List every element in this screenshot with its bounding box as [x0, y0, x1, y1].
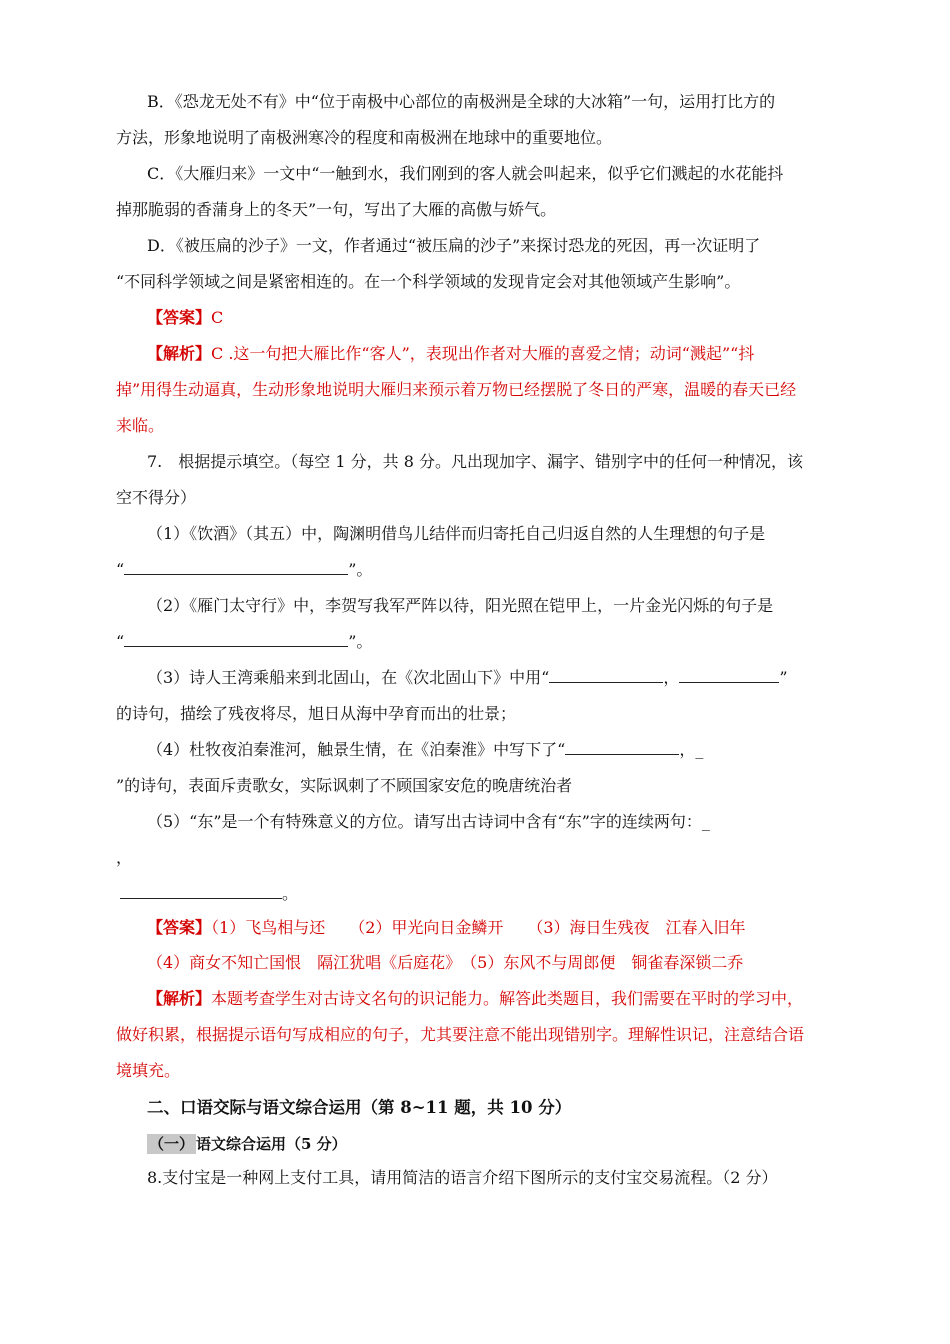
option-b-line1: B．《恐龙无处不有》中“位于南极中心部位的南极洲是全球的大冰箱”一句，运用打比方的 — [147, 92, 776, 111]
answer-blank-3a[interactable] — [549, 668, 663, 683]
q7-stem-line1: 7. 根据提示填空。（每空 1 分，共 8 分。凡出现加字、漏字、错别字中的任何一种情况，该 — [147, 452, 803, 471]
comma-blank: ，_ — [679, 740, 704, 759]
option-c-line2: 掉那脆弱的香蒲身上的冬天”一句，写出了大雁的高傲与娇气。 — [116, 200, 557, 219]
analysis-text: 本题考查学生对古诗文名句的识记能力。解答此类题目，我们需要在平时的学习中， — [211, 989, 804, 1008]
q7-sub4-line2: ”的诗句，表面斥责歌女，实际讽刺了不顾国家安危的晚唐统治者 — [116, 776, 573, 795]
answer-text: （1）飞鸟相与还 （2）甲光向日金鳞开 （3）海日生残夜 江春入旧年 — [211, 918, 746, 937]
answer-blank-3b[interactable] — [679, 668, 779, 683]
period: 。 — [282, 884, 299, 903]
sub4-text: （4）杜牧夜泊秦淮河，触景生情，在《泊秦淮》中写下了“ — [147, 740, 566, 759]
answer-blank-4a[interactable] — [565, 740, 679, 755]
q7-analysis-line3: 境填充。 — [116, 1061, 181, 1080]
q7-stem-line2: 空不得分） — [116, 488, 197, 507]
open-quote: “ — [116, 632, 125, 651]
open-quote: “ — [116, 560, 125, 579]
answer-label: 【答案】 — [147, 918, 212, 937]
q7-sub1-blank-line — [116, 560, 372, 580]
part-title: 语文综合运用（5 分） — [196, 1135, 347, 1153]
close-quote: ”。 — [348, 560, 373, 579]
q7-sub4-line1 — [147, 740, 703, 760]
analysis-text: C .这一句把大雁比作“客人”，表现出作者对大雁的喜爱之情；动词“溅起”“抖 — [211, 344, 755, 363]
q7-sub5-line1: （5）“东”是一个有特殊意义的方位。请写出古诗词中含有“东”字的连续两句：_ — [147, 812, 710, 831]
comma: ， — [663, 668, 680, 687]
q8-stem: 8.支付宝是一种网上支付工具，请用简洁的语言介绍下图所示的支付宝交易流程。（2 分） — [147, 1168, 778, 1187]
option-d-line2: “不同科学领域之间是紧密相连的。在一个科学领域的发现肯定会对其他领域产生影响”。 — [116, 272, 741, 291]
q7-sub3-line1 — [147, 668, 788, 688]
q7-analysis-line2: 做好积累，根据提示语句写成相应的句子，尤其要注意不能出现错别字。理解性识记，注意结合语 — [116, 1025, 805, 1044]
q7-answer-line1 — [147, 918, 746, 938]
q7-sub1-line1: （1）《饮酒》（其五）中，陶渊明借鸟儿结伴而归寄托自己归返自然的人生理想的句子是 — [147, 524, 766, 543]
part-1-heading — [147, 1134, 347, 1154]
answer-blank-2[interactable] — [124, 632, 348, 647]
answer-blank-1[interactable] — [124, 560, 348, 575]
q7-sub5-comma: ， — [116, 848, 133, 867]
q7-sub3-line2: 的诗句，描绘了残夜将尽，旭日从海中孕育而出的壮景； — [116, 704, 517, 723]
q6-analysis-line3: 来临。 — [116, 416, 165, 435]
q7-answer-line2: （4）商女不知亡国恨 隔江犹唱《后庭花》 （5）东风不与周郎便 铜雀春深锁二乔 — [147, 953, 744, 972]
option-c-line1: C．《大雁归来》一文中“一触到水，我们刚到的客人就会叫起来，似乎它们溅起的水花能抖 — [147, 164, 784, 183]
part-label: （一） — [149, 1135, 195, 1153]
q6-answer — [147, 308, 223, 328]
answer-label: 【答案】 — [147, 308, 212, 327]
option-d-line1: D．《被压扁的沙子》一文，作者通过“被压扁的沙子”来探讨恐龙的死因，再一次证明了 — [147, 236, 761, 255]
q7-sub2-blank-line — [116, 632, 372, 652]
section-2-heading: 二、口语交际与语文综合运用（第 8~11 题，共 10 分） — [147, 1098, 572, 1117]
close-quote: ” — [779, 668, 788, 687]
q7-analysis-line1 — [147, 989, 803, 1009]
q6-analysis-line1 — [147, 344, 754, 364]
answer-value: C — [211, 308, 224, 327]
q6-analysis-line2: 掉”用得生动逼真，生动形象地说明大雁归来预示着万物已经摆脱了冬日的严寒，温暖的春天已经 — [116, 380, 797, 399]
q7-sub2-line1: （2）《雁门太守行》中，李贺写我军严阵以待，阳光照在铠甲上，一片金光闪烁的句子是 — [147, 596, 774, 615]
close-quote: ”。 — [348, 632, 373, 651]
analysis-label: 【解析】 — [147, 344, 212, 363]
answer-blank-5[interactable] — [120, 884, 282, 899]
option-b-line2: 方法，形象地说明了南极洲寒冷的程度和南极洲在地球中的重要地位。 — [116, 128, 613, 147]
analysis-label: 【解析】 — [147, 989, 212, 1008]
q7-sub5-blank-line — [120, 884, 298, 904]
sub3-text: （3）诗人王湾乘船来到北固山，在《次北固山下》中用“ — [147, 668, 550, 687]
